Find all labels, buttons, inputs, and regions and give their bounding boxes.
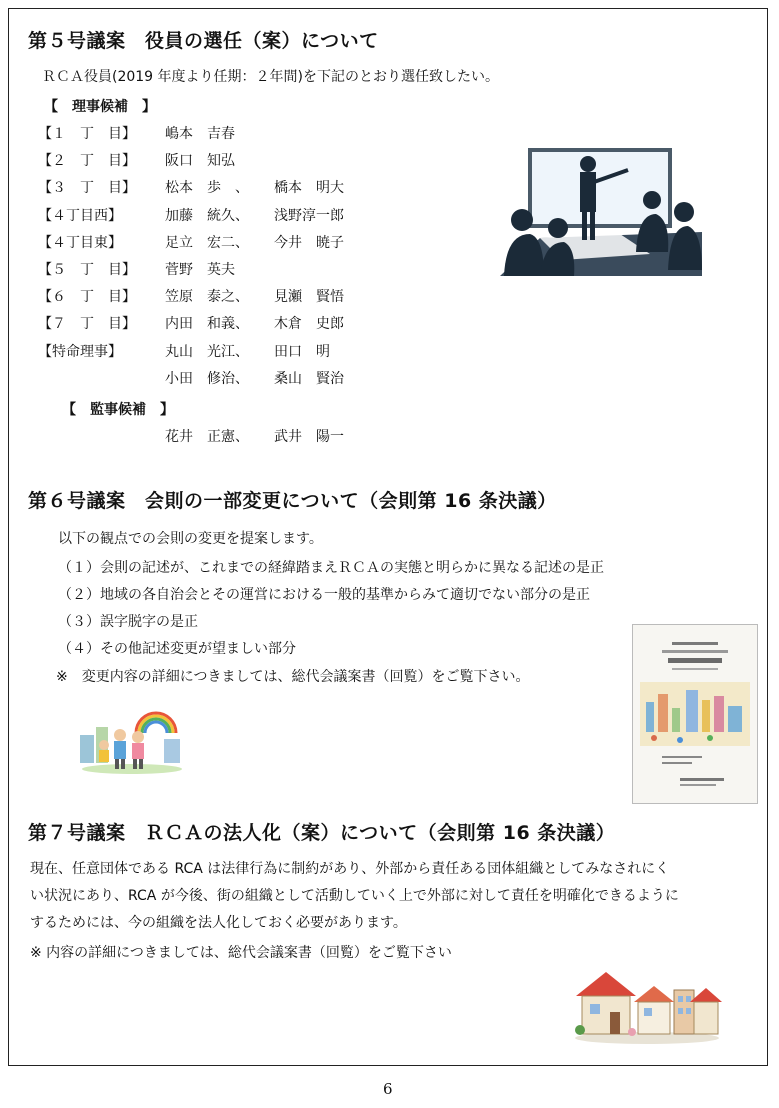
agenda6-title: 第６号議案 会則の一部変更について（会則第 16 条決議） [28, 490, 557, 512]
agenda7-body-line: 現在、任意団体である RCA は法律行為に制約があり、外部から責任ある団体組織としてみなされにく [30, 861, 670, 877]
agenda6-intro: 以下の観点での会則の変更を提案します。 [58, 531, 323, 547]
auditor-name: 武井 陽一 [274, 429, 344, 445]
director-name: 橋本 明大 [274, 180, 344, 196]
director-name: 今井 暁子 [274, 235, 344, 251]
director-name: 松本 歩 、 [165, 180, 249, 196]
director-name: 田口 明 [274, 344, 330, 360]
houses-illustration [572, 966, 722, 1044]
director-name: 加藤 統久、 [165, 208, 249, 224]
director-name: 嶋本 吉春 [165, 126, 235, 142]
agenda7-note: ※ 内容の詳細につきましては、総代会議案書（回覧）をご覧下さい [30, 945, 452, 961]
agenda5-intro: ＲＣＡ役員(2019 年度より任期：２年間)を下記のとおり選任致したい。 [42, 69, 500, 85]
agenda6-item: （２）地域の各自治会とその運営における一般的基準からみて適切でない部分の是正 [58, 587, 590, 603]
meeting-illustration [500, 142, 702, 276]
director-name: 足立 宏二、 [165, 235, 249, 251]
director-name: 木倉 史郎 [274, 316, 344, 332]
director-name: 桑山 賢治 [274, 371, 344, 387]
district-label: 【４丁目東】 [38, 235, 122, 251]
agenda6-item: （１）会則の記述が、これまでの経緯踏まえＲＣＡの実態と明らかに異なる記述の是正 [58, 560, 604, 576]
agenda7-title: 第７号議案 ＲＣＡの法人化（案）について（会則第 16 条決議） [28, 822, 616, 844]
director-name: 菅野 英夫 [165, 262, 235, 278]
booklet-cover-image [632, 624, 758, 804]
auditors-heading: 【 監事候補 】 [62, 402, 174, 418]
director-name: 内田 和義、 [165, 316, 249, 332]
district-label: 【２ 丁 目】 [38, 153, 136, 169]
agenda7-body-line: するためには、今の組織を法人化しておく必要があります。 [30, 915, 407, 931]
district-label: 【１ 丁 目】 [38, 126, 136, 142]
district-label: 【特命理事】 [38, 344, 122, 360]
agenda7-body-line: い状況にあり、RCA が今後、街の組織として活動していく上で外部に対して責任を明確化できるように [30, 888, 679, 904]
agenda6-note: ※ 変更内容の詳細につきましては、総代会議案書（回覧）をご覧下さい。 [56, 669, 530, 685]
director-name: 浅野淳一郎 [274, 208, 344, 224]
community-illustration [78, 705, 186, 775]
district-label: 【６ 丁 目】 [38, 289, 136, 305]
district-label: 【３ 丁 目】 [38, 180, 136, 196]
district-label: 【５ 丁 目】 [38, 262, 136, 278]
director-name: 笠原 泰之、 [165, 289, 249, 305]
auditor-name: 花井 正憲、 [165, 429, 249, 445]
agenda5-title: 第５号議案 役員の選任（案）について [28, 30, 379, 52]
director-name: 小田 修治、 [165, 371, 249, 387]
page-number: 6 [383, 1080, 393, 1098]
district-label: 【７ 丁 目】 [38, 316, 136, 332]
agenda6-item: （４）その他記述変更が望ましい部分 [58, 641, 296, 657]
director-name: 見瀬 賢悟 [274, 289, 344, 305]
directors-heading: 【 理事候補 】 [44, 99, 156, 115]
director-name: 丸山 光江、 [165, 344, 249, 360]
director-name: 阪口 知弘 [165, 153, 235, 169]
district-label: 【４丁目西】 [38, 208, 122, 224]
agenda6-item: （３）誤字脱字の是正 [58, 614, 198, 630]
